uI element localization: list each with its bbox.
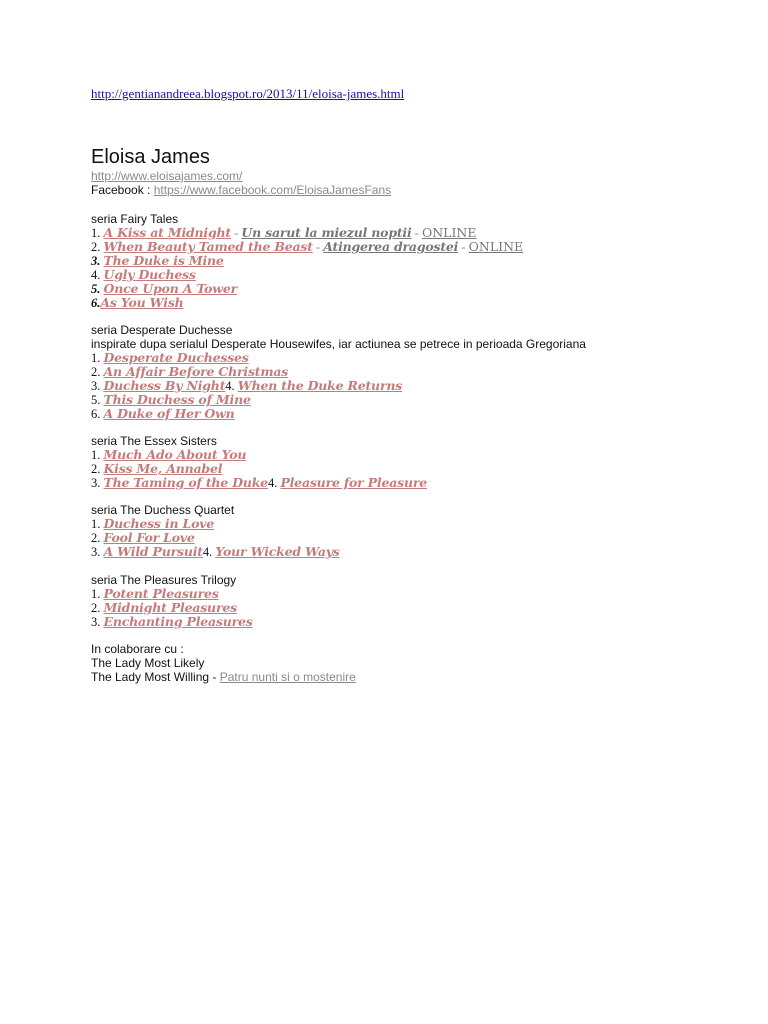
list-number: 3.	[91, 476, 104, 490]
separator: -	[312, 240, 324, 254]
list-item	[91, 517, 340, 531]
online-link[interactable]: ONLINE	[468, 239, 524, 254]
page-title: Eloisa James	[91, 146, 210, 168]
book-link[interactable]: The Duke is Mine	[103, 253, 224, 268]
series-heading: seria The Pleasures Trilogy	[91, 573, 237, 587]
series-heading: seria The Essex Sisters	[91, 434, 217, 448]
list-item	[91, 268, 523, 282]
list-number: 1.	[91, 448, 104, 462]
book-link[interactable]: A Wild Pursuit	[103, 544, 203, 559]
translation-link[interactable]: Atingerea dragostei	[323, 239, 459, 254]
book-link[interactable]: Kiss Me, Annabel	[103, 461, 223, 476]
list-item	[91, 226, 523, 240]
book-link[interactable]: Midnight Pleasures	[103, 600, 237, 615]
collab-item: The Lady Most Likely	[91, 656, 205, 670]
collab-title: The Lady Most Willing -	[91, 670, 220, 684]
book-link[interactable]: This Duchess of Mine	[103, 392, 251, 407]
list-item	[91, 545, 340, 559]
list-number: 4.	[267, 476, 281, 490]
book-link[interactable]: Duchess in Love	[103, 516, 215, 531]
list-item	[91, 365, 586, 379]
list-number: 2.	[91, 462, 104, 476]
list-number: 1.	[91, 517, 104, 531]
facebook-label: Facebook :	[91, 183, 154, 197]
book-link[interactable]: The Taming of the Duke	[103, 475, 268, 490]
book-link[interactable]: An Affair Before Christmas	[103, 364, 289, 379]
list-number: 3.	[91, 379, 104, 393]
series-essex-sisters	[91, 434, 427, 490]
book-link[interactable]: Fool For Love	[103, 530, 195, 545]
website-link[interactable]: http://www.eloisajames.com/	[91, 169, 243, 183]
list-item	[91, 407, 586, 421]
list-number: 4.	[202, 545, 216, 559]
book-link[interactable]: Once Upon A Tower	[103, 281, 237, 296]
list-number: 4.	[91, 268, 104, 282]
separator: -	[411, 226, 422, 240]
series-pleasures-trilogy	[91, 573, 253, 629]
series-heading: seria Fairy Tales	[91, 212, 179, 226]
list-number: 4.	[225, 379, 238, 393]
book-link[interactable]: A Duke of Her Own	[103, 406, 235, 421]
list-number: 6.	[91, 407, 104, 421]
facebook-link[interactable]: https://www.facebook.com/EloisaJamesFans	[153, 183, 392, 197]
book-link[interactable]: Duchess By Night	[103, 378, 226, 393]
series-fairy-tales	[91, 212, 523, 310]
list-number: 3.	[91, 545, 104, 559]
book-link[interactable]: Ugly Duchess	[103, 267, 196, 282]
list-number: 2.	[91, 601, 104, 615]
translation-link[interactable]: Patru nunti si o mostenire	[219, 670, 356, 684]
book-link[interactable]: Your Wicked Ways	[215, 544, 340, 559]
list-number: 1.	[91, 226, 104, 240]
separator: -	[458, 240, 469, 254]
collab-heading: In colaborare cu :	[91, 642, 184, 656]
list-item	[91, 587, 253, 601]
list-number: 5.	[91, 393, 104, 407]
list-item	[91, 615, 253, 629]
list-number: 3.	[91, 254, 104, 268]
series-description: inspirate dupa serialul Desperate Housewifes, iar actiunea se petrece in perioada Gregoriana	[91, 337, 586, 351]
series-heading: seria Desperate Duchesse	[91, 323, 233, 337]
list-number: 2.	[91, 365, 104, 379]
list-number: 5.	[91, 282, 104, 296]
source-url-link[interactable]: http://gentianandreea.blogspot.ro/2013/11/eloisa-james.html	[91, 86, 405, 101]
list-item	[91, 351, 586, 365]
series-duchess-quartet	[91, 503, 340, 559]
book-link[interactable]: As You Wish	[100, 295, 184, 310]
list-number: 1.	[91, 587, 104, 601]
list-item	[91, 476, 427, 490]
author-links	[91, 169, 391, 197]
list-item	[91, 240, 523, 254]
list-item	[91, 531, 340, 545]
list-item	[91, 462, 427, 476]
list-item	[91, 296, 523, 310]
list-number: 2.	[91, 240, 104, 254]
book-link[interactable]: When the Duke Returns	[237, 378, 403, 393]
book-link[interactable]: Pleasure for Pleasure	[280, 475, 427, 490]
list-number: 2.	[91, 531, 104, 545]
list-item	[91, 448, 427, 462]
book-link[interactable]: Desperate Duchesses	[103, 350, 249, 365]
translation-link[interactable]: Un sarut la miezul noptii	[241, 225, 412, 240]
book-link[interactable]: When Beauty Tamed the Beast	[103, 239, 313, 254]
book-link[interactable]: Potent Pleasures	[103, 586, 219, 601]
book-link[interactable]: A Kiss at Midnight	[103, 225, 231, 240]
list-number: 6.	[91, 296, 101, 310]
list-number: 3.	[91, 615, 104, 629]
list-item	[91, 601, 253, 615]
book-link[interactable]: Enchanting Pleasures	[103, 614, 253, 629]
book-link[interactable]: Much Ado About You	[103, 447, 247, 462]
collaboration-section	[91, 642, 356, 684]
online-link[interactable]: ONLINE	[421, 225, 477, 240]
list-item	[91, 393, 586, 407]
list-item	[91, 379, 586, 393]
separator: -	[230, 226, 242, 240]
list-item	[91, 282, 523, 296]
series-desperate-duchesse	[91, 323, 586, 421]
list-number: 1.	[91, 351, 104, 365]
collab-item	[91, 670, 356, 684]
list-item	[91, 254, 523, 268]
series-heading: seria The Duchess Quartet	[91, 503, 235, 517]
